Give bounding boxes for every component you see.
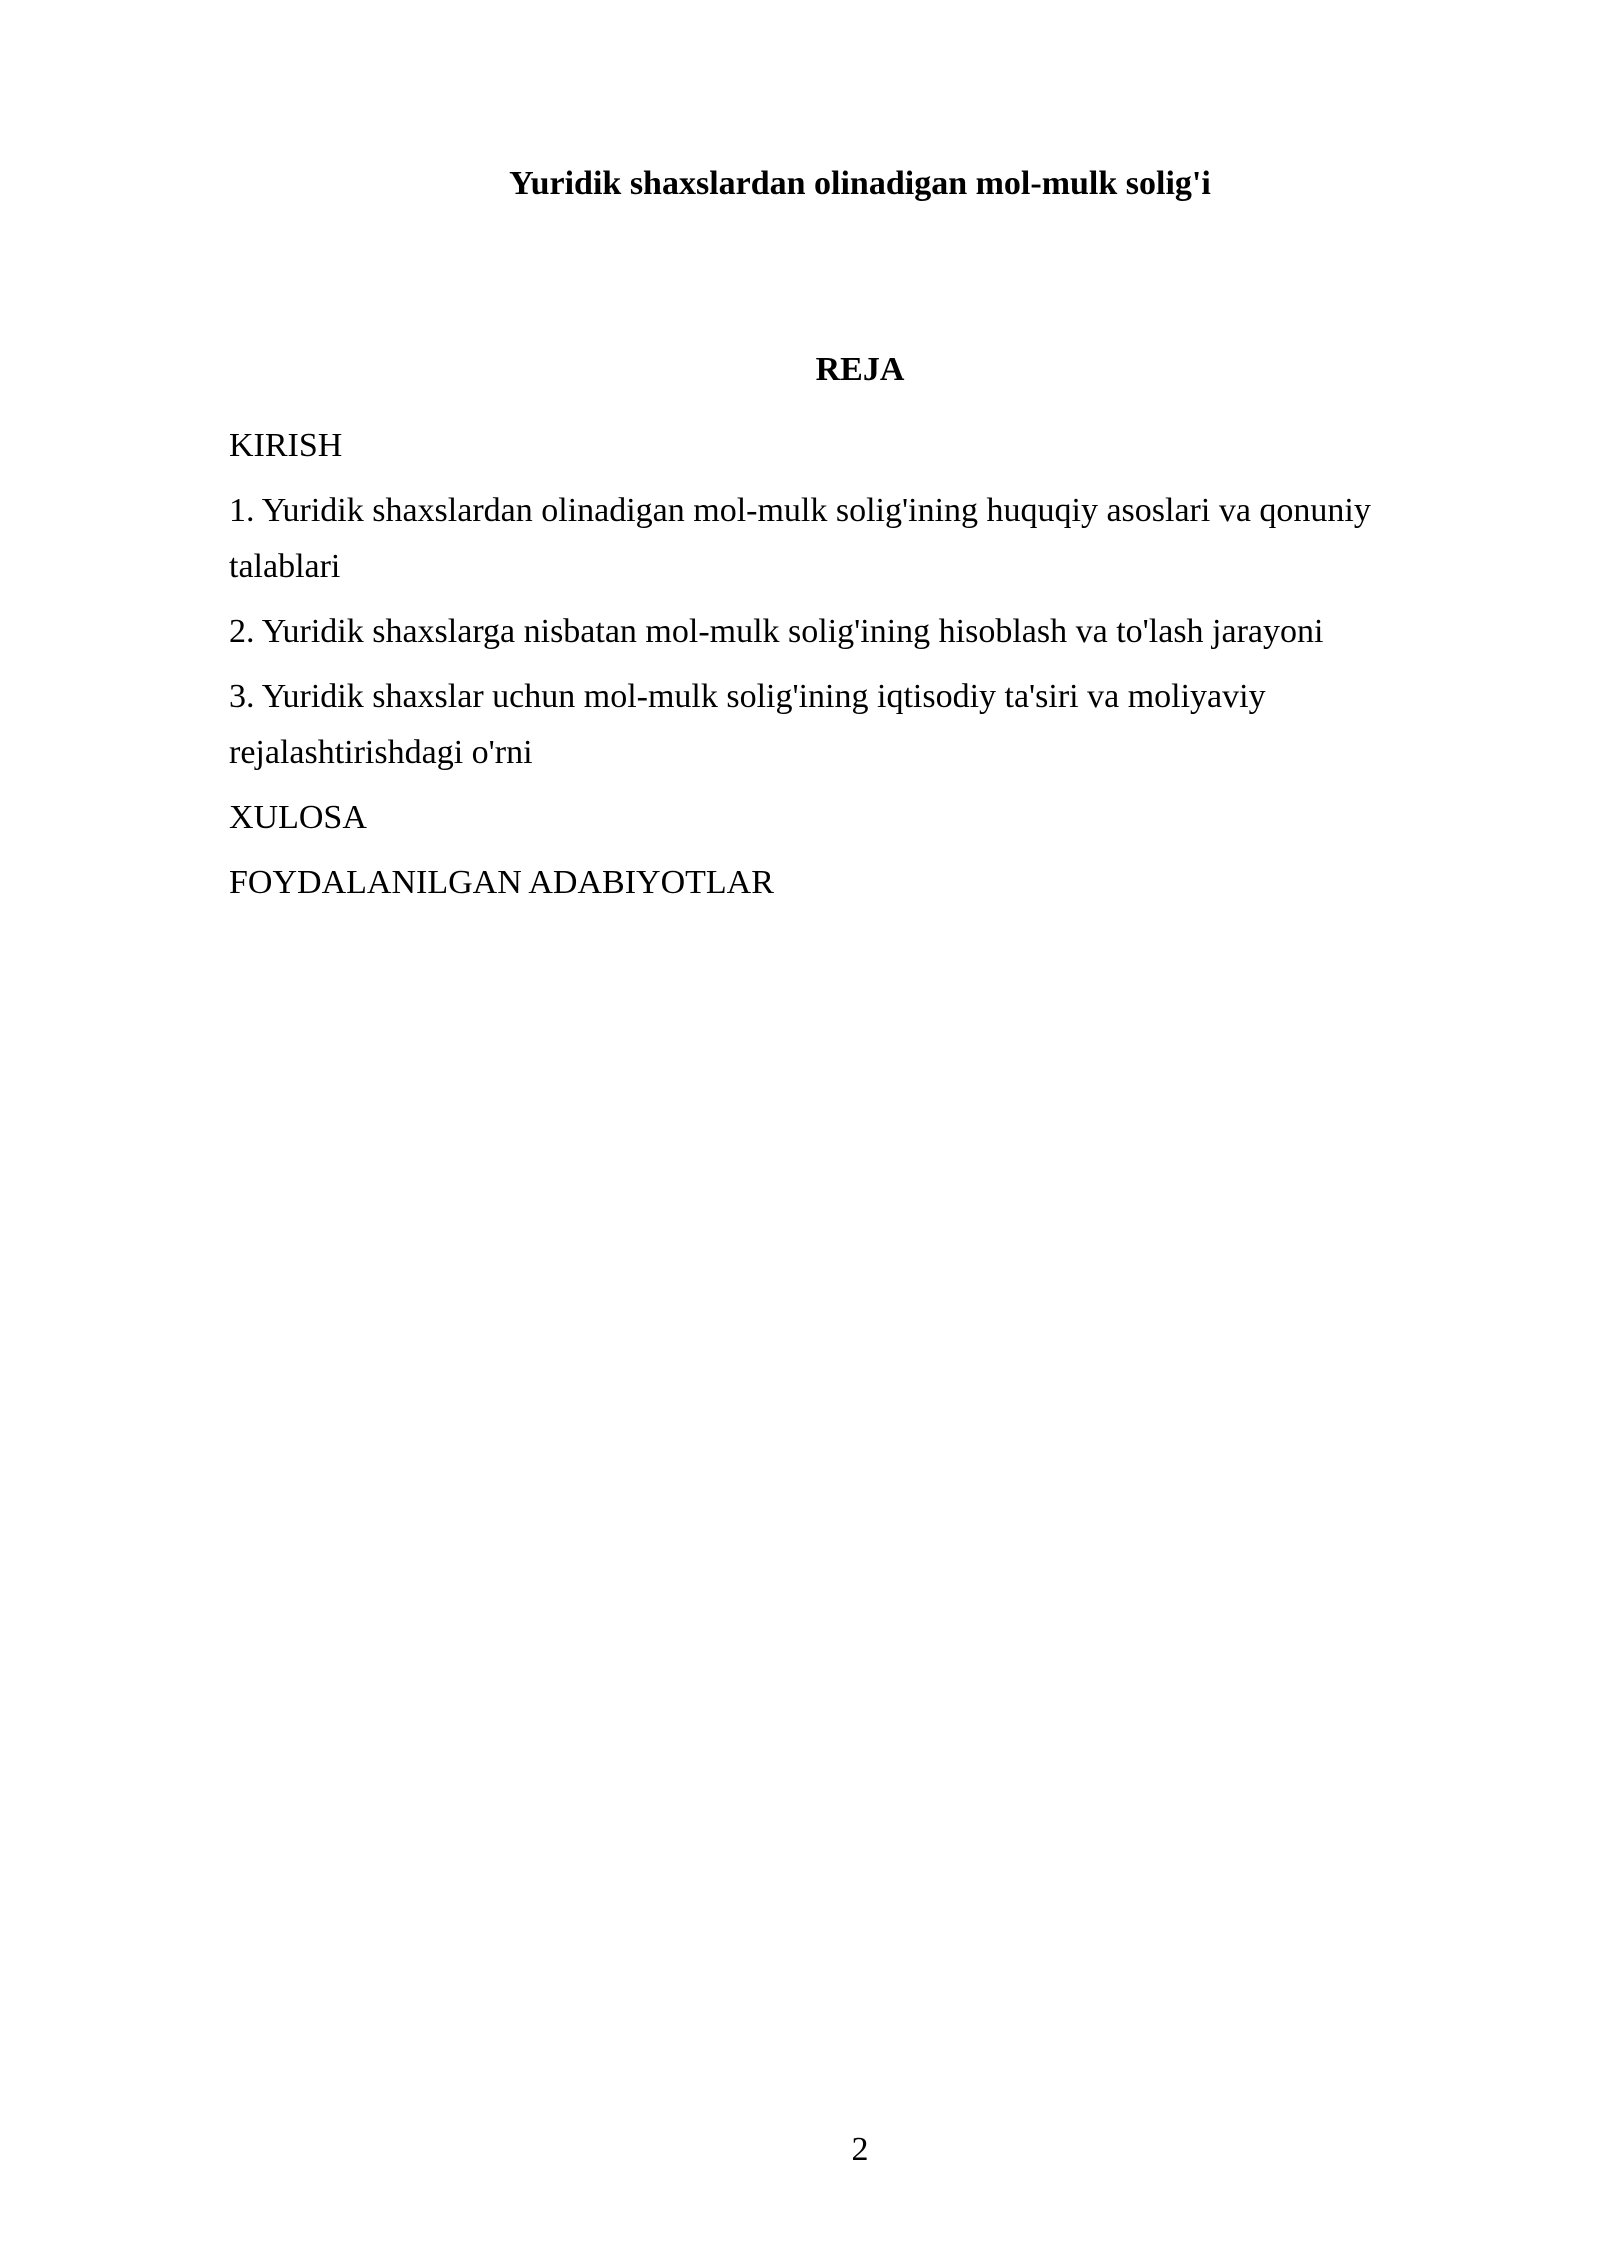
page-number: 2 (851, 2131, 869, 2168)
plan-list (229, 418, 1479, 920)
document-title: Yuridik shaxslardan olinadigan mol-mulk solig'i (509, 165, 1211, 202)
plan-item-2: 2. Yuridik shaxslarga nisbatan mol-mulk solig'ining hisoblash va to'lash jarayoni (229, 613, 1324, 650)
plan-item-introduction: KIRISH (229, 427, 343, 464)
plan-item-references: FOYDALANILGAN ADABIYOTLAR (229, 864, 774, 901)
plan-heading: REJA (815, 351, 905, 388)
plan-item-1: 1. Yuridik shaxslardan olinadigan mol-mulk solig'ining huquqiy asoslari va qonuniy talablari (229, 492, 1371, 585)
plan-item-3: 3. Yuridik shaxslar uchun mol-mulk solig'ining iqtisodiy ta'siri va moliyaviy rejalashtirishdagi o'rni (229, 678, 1266, 771)
plan-item-conclusion: XULOSA (229, 799, 367, 836)
